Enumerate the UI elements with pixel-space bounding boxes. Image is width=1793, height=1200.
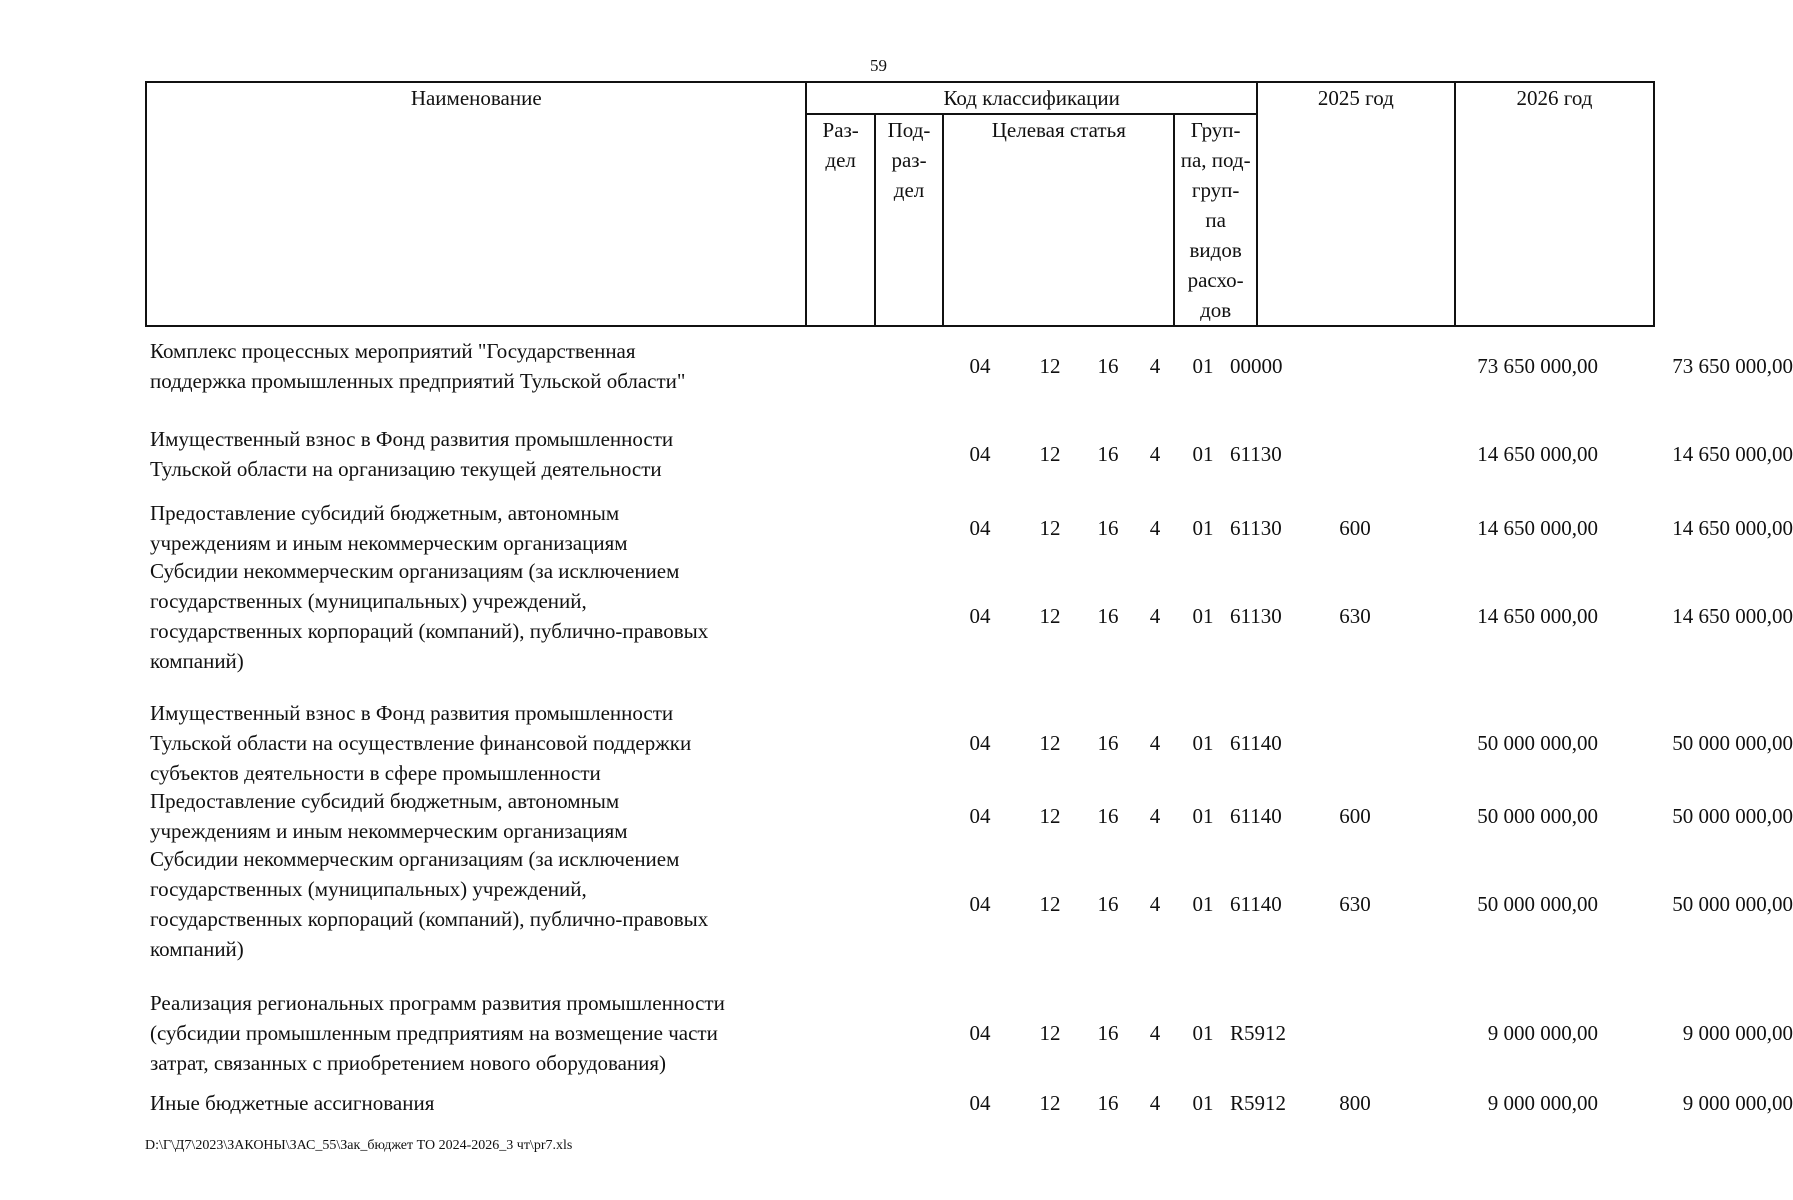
row-cs-3: 01 (1192, 442, 1214, 466)
header-year-2025: 2025 год (1257, 82, 1455, 326)
row-razdel: 04 (969, 892, 991, 916)
header-expense-group: Груп- па, под- груп- па видов расхо- дов (1174, 114, 1256, 326)
row-cs-2: 4 (1149, 804, 1161, 828)
row-razdel: 04 (969, 442, 991, 466)
row-cs-1: 16 (1097, 892, 1119, 916)
row-cs-4: 61130 (1230, 604, 1282, 628)
header-name: Наименование (146, 82, 806, 326)
row-cs-1: 16 (1097, 442, 1119, 466)
row-cs-3: 01 (1192, 731, 1214, 755)
row-y-2026: 9 000 000,00 (1682, 1091, 1793, 1115)
row-cs-2: 4 (1149, 354, 1161, 378)
header-year-2026: 2026 год (1455, 82, 1654, 326)
row-y-2025: 9 000 000,00 (1487, 1091, 1598, 1115)
row-cs-3: 01 (1192, 1021, 1214, 1045)
row-cs-1: 16 (1097, 604, 1119, 628)
row-vr: 630 (1339, 604, 1371, 628)
row-podrazdel: 12 (1039, 1021, 1061, 1045)
row-cs-1: 16 (1097, 1091, 1119, 1115)
row-name: Предоставление субсидий бюджетным, автономным учреждениям и иным некоммерческим организациям (150, 501, 628, 555)
row-podrazdel: 12 (1039, 604, 1061, 628)
row-y-2026: 50 000 000,00 (1672, 892, 1793, 916)
row-y-2025: 73 650 000,00 (1477, 354, 1598, 378)
header-podrazdel: Под- раз- дел (875, 114, 943, 326)
row-name: Реализация региональных программ развития промышленности (субсидии промышленным предприятиям на возмещение части затрат, связанных с приобретением нового оборудования) (150, 991, 725, 1075)
row-podrazdel: 12 (1039, 731, 1061, 755)
row-cs-4: R5912 (1230, 1091, 1287, 1115)
row-y-2025: 50 000 000,00 (1477, 892, 1598, 916)
row-y-2026: 14 650 000,00 (1672, 516, 1793, 540)
row-podrazdel: 12 (1039, 804, 1061, 828)
table-header (145, 81, 1655, 327)
row-cs-4: 61140 (1230, 804, 1282, 828)
row-y-2026: 50 000 000,00 (1672, 731, 1793, 755)
row-cs-4: 61140 (1230, 731, 1282, 755)
row-name: Предоставление субсидий бюджетным, автономным учреждениям и иным некоммерческим организациям (150, 789, 628, 843)
row-name: Субсидии некоммерческим организациям (за исключением государственных (муниципальных) учреждений, государственных корпораций (компаний), публично-правовых компаний) (150, 559, 709, 673)
row-cs-4: 61140 (1230, 892, 1282, 916)
row-cs-1: 16 (1097, 731, 1119, 755)
row-name: Имущественный взнос в Фонд развития промышленности Тульской области на организацию текущей деятельности (150, 427, 674, 481)
row-cs-3: 01 (1192, 804, 1214, 828)
row-cs-1: 16 (1097, 804, 1119, 828)
row-cs-1: 16 (1097, 516, 1119, 540)
row-vr: 600 (1339, 804, 1371, 828)
row-y-2026: 73 650 000,00 (1672, 354, 1793, 378)
row-cs-4: 61130 (1230, 442, 1282, 466)
row-name: Имущественный взнос в Фонд развития промышленности Тульской области на осуществление финансовой поддержки субъектов деятельности в сфере промышленности (150, 701, 692, 785)
row-cs-3: 01 (1192, 516, 1214, 540)
row-cs-2: 4 (1149, 892, 1161, 916)
row-vr: 630 (1339, 892, 1371, 916)
row-cs-3: 01 (1192, 604, 1214, 628)
row-y-2025: 14 650 000,00 (1477, 604, 1598, 628)
header-razdel: Раз- дел (806, 114, 874, 326)
row-cs-2: 4 (1149, 1021, 1161, 1045)
row-name: Комплекс процессных мероприятий "Государственная поддержка промышленных предприятий Тульской области" (150, 339, 686, 393)
row-y-2026: 9 000 000,00 (1682, 1021, 1793, 1045)
row-y-2025: 50 000 000,00 (1477, 731, 1598, 755)
row-cs-4: R5912 (1230, 1021, 1287, 1045)
row-podrazdel: 12 (1039, 442, 1061, 466)
row-y-2026: 14 650 000,00 (1672, 442, 1793, 466)
row-name: Субсидии некоммерческим организациям (за исключением государственных (муниципальных) учреждений, государственных корпораций (компаний), публично-правовых компаний) (150, 847, 709, 961)
row-razdel: 04 (969, 354, 991, 378)
row-vr: 800 (1339, 1091, 1371, 1115)
row-cs-3: 01 (1192, 354, 1214, 378)
row-razdel: 04 (969, 604, 991, 628)
row-name: Иные бюджетные ассигнования (150, 1091, 435, 1115)
row-cs-3: 01 (1192, 1091, 1214, 1115)
header-classification: Код классификации (806, 82, 1256, 114)
row-cs-2: 4 (1149, 516, 1161, 540)
row-cs-2: 4 (1149, 731, 1161, 755)
row-cs-1: 16 (1097, 354, 1119, 378)
row-y-2026: 14 650 000,00 (1672, 604, 1793, 628)
row-cs-3: 01 (1192, 892, 1214, 916)
row-razdel: 04 (969, 804, 991, 828)
row-cs-4: 61130 (1230, 516, 1282, 540)
row-razdel: 04 (969, 1091, 991, 1115)
row-cs-2: 4 (1149, 1091, 1161, 1115)
page-number: 59 (870, 56, 887, 75)
row-podrazdel: 12 (1039, 516, 1061, 540)
row-y-2025: 14 650 000,00 (1477, 516, 1598, 540)
row-podrazdel: 12 (1039, 1091, 1061, 1115)
row-y-2025: 14 650 000,00 (1477, 442, 1598, 466)
row-cs-4: 00000 (1230, 354, 1283, 378)
row-razdel: 04 (969, 1021, 991, 1045)
row-razdel: 04 (969, 516, 991, 540)
row-y-2025: 50 000 000,00 (1477, 804, 1598, 828)
file-path-footer: D:\Г\Д7\2023\ЗАКОНЫ\ЗАС_55\Зак_бюджет ТО 2024-2026_3 чт\pr7.xls (145, 1138, 573, 1153)
row-razdel: 04 (969, 731, 991, 755)
row-vr: 600 (1339, 516, 1371, 540)
row-podrazdel: 12 (1039, 354, 1061, 378)
row-y-2026: 50 000 000,00 (1672, 804, 1793, 828)
row-cs-2: 4 (1149, 604, 1161, 628)
row-cs-2: 4 (1149, 442, 1161, 466)
row-cs-1: 16 (1097, 1021, 1119, 1045)
row-y-2025: 9 000 000,00 (1487, 1021, 1598, 1045)
header-target-article: Целевая статья (943, 114, 1174, 326)
row-podrazdel: 12 (1039, 892, 1061, 916)
